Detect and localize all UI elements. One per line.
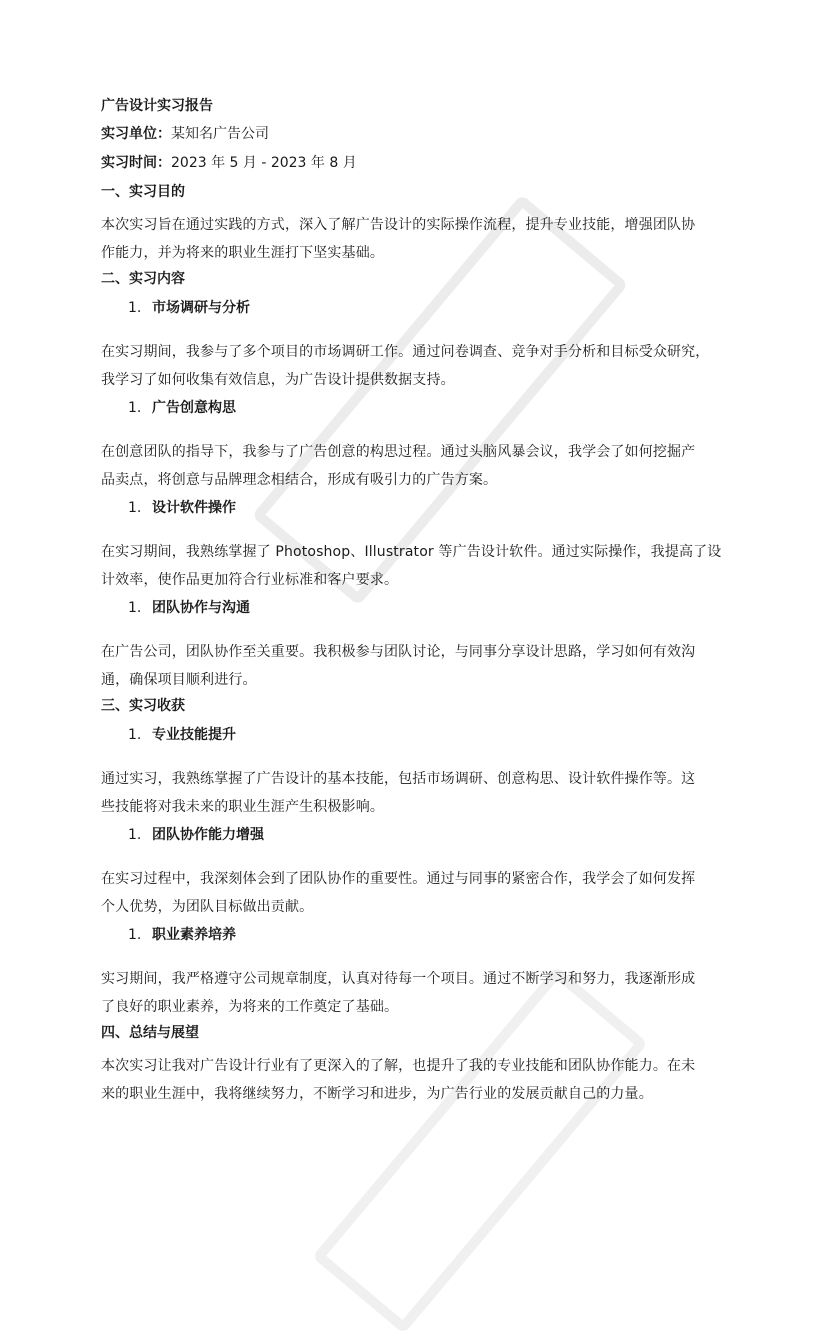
section-heading-gains: 三、实习收获 [101, 698, 185, 714]
section-heading-purpose: 一、实习目的 [101, 184, 185, 200]
list-number: 1. [128, 500, 142, 516]
subheading-text: 团队协作能力增强 [152, 827, 264, 843]
professionalism-paragraph [101, 965, 731, 1021]
time-value: 2023 年 5 月 - 2023 年 8 月 [171, 155, 357, 171]
internship-unit [101, 124, 731, 153]
subheading-text: 市场调研与分析 [152, 300, 250, 316]
purpose-paragraph [101, 211, 731, 267]
internship-time [101, 153, 731, 182]
subheading-text: 团队协作与沟通 [152, 600, 250, 616]
subheading-creative [101, 398, 731, 438]
teamwork-paragraph [101, 638, 731, 694]
document-page [101, 96, 731, 1108]
software-paragraph [101, 538, 731, 594]
paragraph-line: 本次实习旨在通过实践的方式，深入了解广告设计的实际操作流程，提升专业技能，增强团队协 [101, 217, 696, 233]
section-heading-summary: 四、总结与展望 [101, 1025, 199, 1041]
paragraph-line: 作能力，并为将来的职业生涯打下坚实基础。 [101, 245, 384, 261]
unit-value: 某知名广告公司 [171, 126, 269, 142]
document-title: 广告设计实习报告 [101, 98, 213, 114]
paragraph-line: 在广告公司，团队协作至关重要。我积极参与团队讨论，与同事分享设计思路，学习如何有效沟 [101, 644, 696, 660]
section-heading-content: 二、实习内容 [101, 271, 185, 287]
summary-paragraph [101, 1052, 731, 1108]
paragraph-line: 些技能将对我未来的职业生涯产生积极影响。 [101, 799, 384, 815]
paragraph-line: 在实习期间，我熟练掌握了 Photoshop、Illustrator 等广告设计软件。通过实际操作，我提高了设 [101, 544, 722, 560]
unit-label: 实习单位： [101, 126, 171, 142]
time-label: 实习时间： [101, 155, 171, 171]
list-number: 1. [128, 300, 142, 316]
team-ability-paragraph [101, 865, 731, 921]
paragraph-line: 实习期间，我严格遵守公司规章制度，认真对待每一个项目。通过不断学习和努力，我逐渐形成 [101, 971, 696, 987]
subheading-market-research [101, 298, 731, 338]
list-number: 1. [128, 400, 142, 416]
skills-paragraph [101, 765, 731, 821]
paragraph-line: 在实习期间，我参与了多个项目的市场调研工作。通过问卷调查、竞争对手分析和目标受众研究， [101, 344, 710, 360]
subheading-text: 广告创意构思 [152, 400, 236, 416]
paragraph-line: 我学习了如何收集有效信息，为广告设计提供数据支持。 [101, 372, 455, 388]
paragraph-line: 在创意团队的指导下，我参与了广告创意的构思过程。通过头脑风暴会议，我学会了如何挖掘产 [101, 444, 696, 460]
list-number: 1. [128, 727, 142, 743]
paragraph-line: 计效率，使作品更加符合行业标准和客户要求。 [101, 572, 399, 588]
paragraph-line: 品卖点，将创意与品牌理念相结合，形成有吸引力的广告方案。 [101, 472, 498, 488]
paragraph-line: 通过实习，我熟练掌握了广告设计的基本技能，包括市场调研、创意构思、设计软件操作等。这 [101, 771, 696, 787]
paragraph-line: 了良好的职业素养，为将来的工作奠定了基础。 [101, 999, 399, 1015]
subheading-team-ability [101, 825, 731, 865]
paragraph-line: 通，确保项目顺利进行。 [101, 672, 257, 688]
paragraph-line: 来的职业生涯中，我将继续努力，不断学习和进步，为广告行业的发展贡献自己的力量。 [101, 1086, 653, 1102]
list-number: 1. [128, 827, 142, 843]
list-number: 1. [128, 600, 142, 616]
market-research-paragraph [101, 338, 731, 394]
paragraph-line: 本次实习让我对广告设计行业有了更深入的了解，也提升了我的专业技能和团队协作能力。在未 [101, 1058, 696, 1074]
paragraph-line: 个人优势，为团队目标做出贡献。 [101, 899, 314, 915]
subheading-text: 职业素养培养 [152, 927, 236, 943]
subheading-teamwork [101, 598, 731, 638]
subheading-text: 专业技能提升 [152, 727, 236, 743]
subheading-professionalism [101, 925, 731, 965]
subheading-text: 设计软件操作 [152, 500, 236, 516]
subheading-software [101, 498, 731, 538]
subheading-skills [101, 725, 731, 765]
creative-paragraph [101, 438, 731, 494]
paragraph-line: 在实习过程中，我深刻体会到了团队协作的重要性。通过与同事的紧密合作，我学会了如何发挥 [101, 871, 696, 887]
list-number: 1. [128, 927, 142, 943]
